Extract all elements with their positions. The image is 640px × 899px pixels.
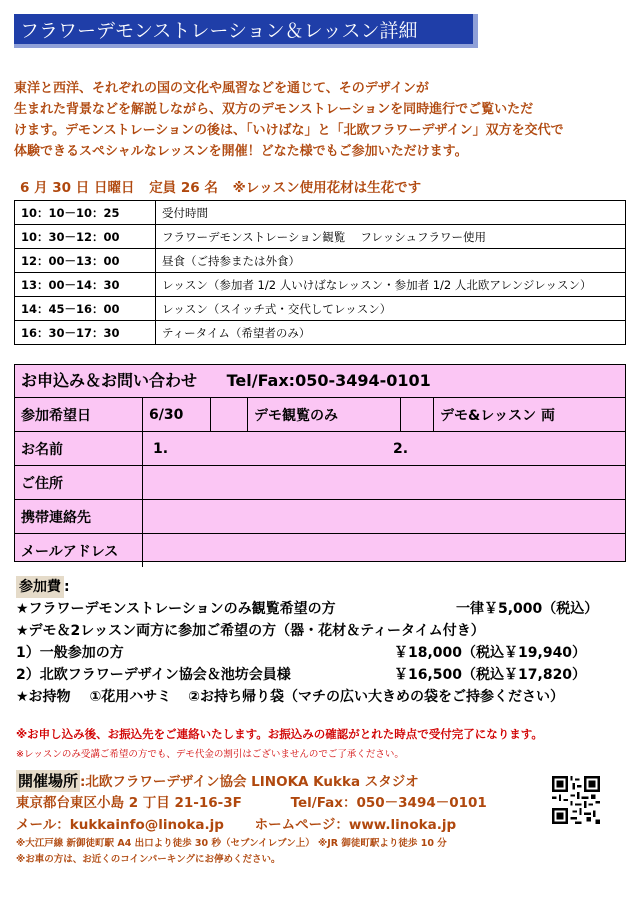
name-field[interactable]	[143, 432, 626, 466]
intro-line: 生まれた背景などを解説しながら、双方のデモンストレーションを同時進行でご覧いただ	[14, 102, 534, 117]
fee-general-label: 1）一般参加の方	[16, 645, 124, 661]
form-row-email	[15, 534, 625, 568]
fees-heading: 参加費	[16, 576, 64, 598]
application-heading: お申込み＆お問い合わせ	[21, 371, 198, 390]
demo-only-label: デモ観覧のみ	[248, 398, 401, 432]
fee-both	[16, 620, 628, 642]
demo-lesson-label: デモ&レッスン 両	[440, 407, 555, 424]
venue-name: 北欧フラワーデザイン協会 LINOKA Kukka スタジオ	[85, 774, 419, 790]
date-value: 6/30	[143, 398, 211, 432]
name-label: お名前	[15, 432, 143, 466]
page-title: フラワーデモンストレーション＆レッスン詳細	[14, 14, 478, 48]
bring-label: ★お持物	[16, 689, 71, 705]
email-field[interactable]	[143, 534, 626, 568]
application-tel: Tel/Fax:050-3494-0101	[226, 371, 431, 390]
fee-demo-only-label: ★フラワーデモンストレーションのみ観覧希望の方	[16, 601, 336, 617]
intro-line: 体験できるスペシャルなレッスンを開催！どなた様でもご参加いただけます。	[14, 144, 468, 159]
venue-homepage[interactable]: ホームページ：www.linoka.jp	[254, 817, 457, 833]
venue-label: 開催場所	[18, 772, 79, 790]
fee-member-label: 2）北欧フラワーデザイン協会＆池坊会員様	[16, 667, 291, 683]
event-date-line	[20, 176, 431, 196]
venue-email[interactable]: メール：kukkainfo@linoka.jp	[16, 817, 224, 833]
schedule-time: 12：00－13：00	[15, 249, 156, 273]
schedule-row	[15, 273, 626, 297]
fee-member-price: ￥16,500（税込￥17,820）	[394, 667, 587, 683]
venue-section	[16, 770, 536, 868]
schedule-time: 14：45－16：00	[15, 297, 156, 321]
fees-section	[16, 576, 628, 708]
demo-lesson-checkbox[interactable]	[401, 398, 434, 432]
fee-both-label: ★デモ＆2レッスン両方に参加ご希望の方（器・花材＆ティータイム付き）	[16, 623, 485, 639]
form-row-date	[15, 398, 625, 432]
form-row-mobile	[15, 500, 625, 534]
application-form	[14, 364, 626, 562]
name-1-marker: 1.	[153, 440, 169, 457]
schedule-desc: 昼食（ご持参または外食）	[156, 249, 626, 273]
fee-general	[16, 642, 628, 664]
schedule-desc: レッスン（スイッチ式・交代してレッスン）	[156, 297, 626, 321]
fee-general-price: ￥18,000（税込￥19,940）	[394, 645, 587, 661]
schedule-desc: フラワーデモンストレーション観覧 フレッシュフラワー使用	[156, 225, 626, 249]
address-label: ご住所	[15, 466, 143, 500]
demo-only-checkbox[interactable]	[211, 398, 248, 432]
name-2-marker: 2.	[393, 440, 409, 457]
venue-parking: ※お車の方は、お近くのコインパーキングにお停めください。	[16, 854, 281, 865]
schedule-time: 10：30－12：00	[15, 225, 156, 249]
bring-items	[16, 686, 628, 708]
venue-name-row	[16, 770, 536, 792]
form-row-name	[15, 432, 625, 466]
venue-access: ※大江戸線 新御徒町駅 A4 出口より徒歩 30 秒（セブンイレブン上） ※JR 御徒町駅より徒歩 10 分	[16, 838, 447, 849]
mobile-field[interactable]	[143, 500, 626, 534]
intro-text	[14, 78, 626, 162]
payment-notice: ※お申し込み後、お振込先をご連絡いたします。お振込みの確認がとれた時点で受付完了になります。	[16, 727, 543, 741]
schedule-row	[15, 297, 626, 321]
schedule-desc: 受付時間	[156, 201, 626, 225]
email-label: メールアドレス	[15, 534, 143, 568]
event-date: 6 月 30 日 日曜日	[20, 180, 135, 196]
event-capacity: 定員 26 名	[149, 180, 218, 196]
intro-line: 東洋と西洋、それぞれの国の文化や風習などを通じて、そのデザインが	[14, 81, 429, 96]
fee-member	[16, 664, 628, 686]
schedule-time: 16：30－17：30	[15, 321, 156, 345]
application-header	[15, 365, 625, 398]
schedule-row	[15, 321, 626, 345]
bring-item-1: ①花用ハサミ	[89, 689, 172, 705]
mobile-label: 携帯連絡先	[15, 500, 143, 534]
material-note: ※レッスン使用花材は生花です	[232, 180, 422, 196]
application-fields	[15, 398, 625, 567]
schedule-time: 13：00－14：30	[15, 273, 156, 297]
schedule-row	[15, 201, 626, 225]
discount-notice: ※レッスンのみ受講ご希望の方でも、デモ代金の割引はございませんのでご了承ください。	[16, 749, 404, 760]
intro-line: けます。デモンストレーションの後は、「いけばな」と「北欧フラワーデザイン」双方を交代で	[14, 123, 564, 138]
schedule-desc: レッスン（参加者 1/2 人いけばなレッスン・参加者 1/2 人北欧アレンジレッスン）	[156, 273, 626, 297]
schedule-row	[15, 249, 626, 273]
fees-colon: :	[64, 579, 70, 595]
venue-colon: :	[80, 774, 86, 790]
venue-address-row	[16, 792, 536, 814]
address-field[interactable]	[143, 466, 626, 500]
venue-contact-row	[16, 814, 536, 836]
schedule-row	[15, 225, 626, 249]
fees-heading-row	[16, 576, 628, 598]
qr-code-icon[interactable]	[552, 776, 600, 824]
venue-address: 東京都台東区小島 2 丁目 21-16-3F	[16, 795, 242, 811]
fee-demo-only-price: 一律￥5,000（税込）	[456, 601, 599, 617]
fee-demo-only	[16, 598, 628, 620]
schedule-table	[14, 200, 626, 345]
form-row-address	[15, 466, 625, 500]
date-label: 参加希望日	[15, 398, 143, 432]
schedule-desc: ティータイム（希望者のみ）	[156, 321, 626, 345]
bring-item-2: ②お持ち帰り袋（マチの広い大きめの袋をご持参ください）	[188, 689, 565, 705]
schedule-time: 10：10－10：25	[15, 201, 156, 225]
venue-tel: Tel/Fax：050－3494－0101	[290, 795, 487, 811]
